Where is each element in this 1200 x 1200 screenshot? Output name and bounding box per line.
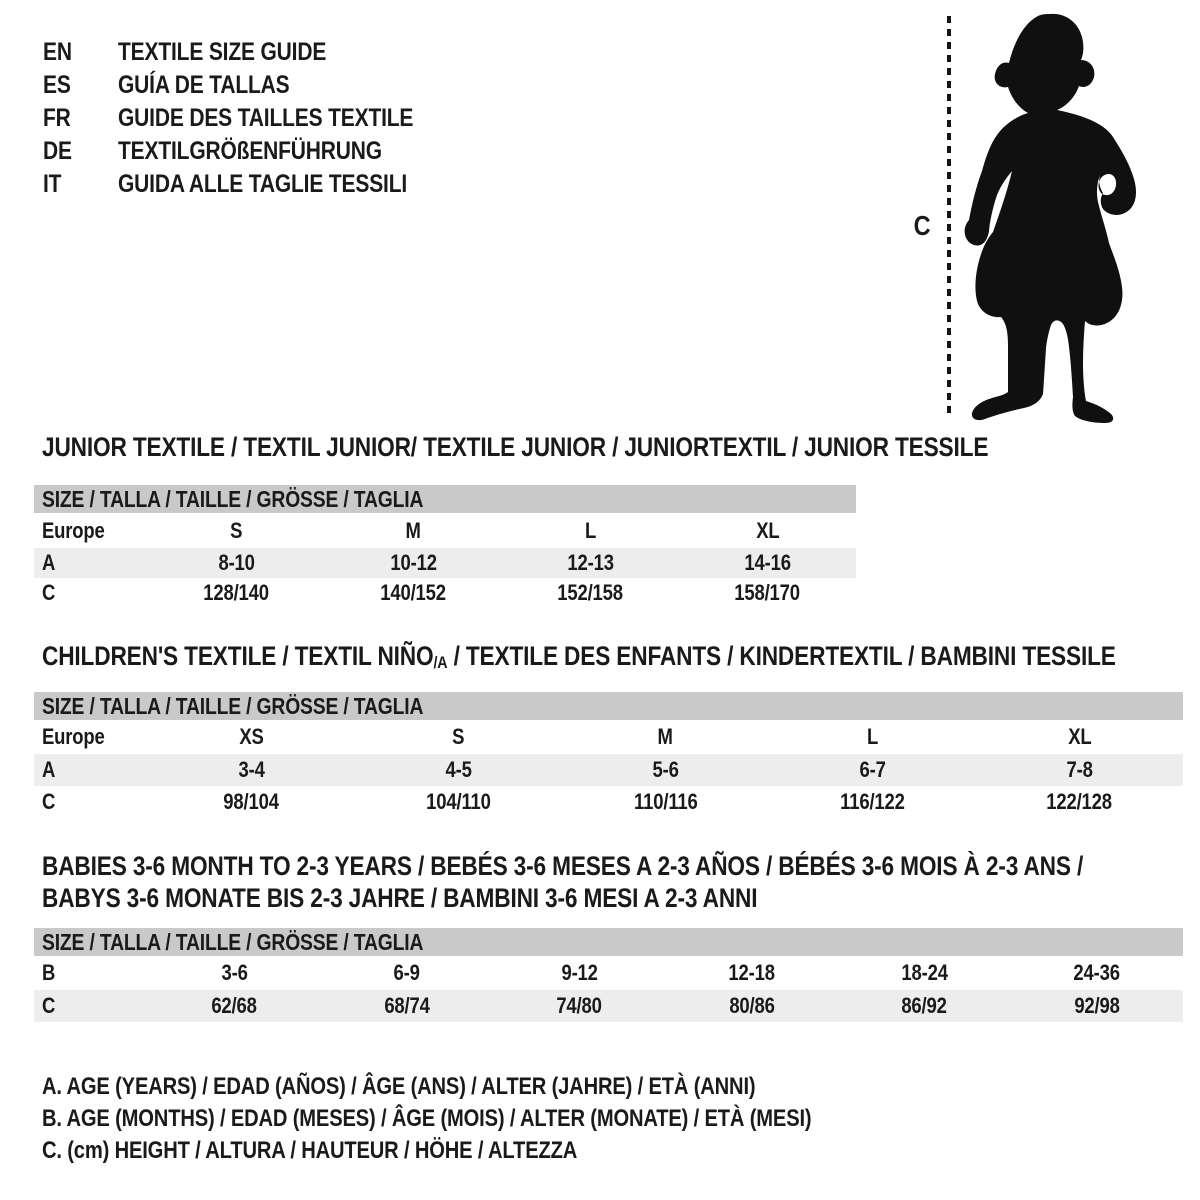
row-label-cell: C: [42, 580, 56, 605]
table-cell: 4-5: [445, 757, 472, 782]
junior-section-heading: JUNIOR TEXTILE / TEXTIL JUNIOR/ TEXTILE JUNIOR / JUNIORTEXTIL / JUNIOR TESSILE: [42, 432, 989, 462]
table-header-bar: SIZE / TALLA / TAILLE / GRÖSSE / TAGLIA: [34, 928, 1183, 956]
legend-line-c: C. (cm) HEIGHT / ALTURA / HAUTEUR / HÖHE / ALTEZZA: [42, 1137, 578, 1164]
table-row-c: [34, 578, 856, 608]
row-label-cell: B: [42, 960, 56, 985]
table-cell: 24-36: [1073, 960, 1120, 985]
language-code: EN: [43, 38, 72, 66]
row-label-cell: C: [42, 993, 56, 1018]
table-cell: 74/80: [556, 993, 602, 1018]
table-cell: 140/152: [380, 580, 447, 605]
table-cell: 14-16: [744, 550, 791, 575]
table-cell: 3-6: [221, 960, 248, 985]
legend-line-b: B. AGE (MONTHS) / EDAD (MESES) / ÂGE (MOIS) / ALTER (MONATE) / ETÀ (MESI): [42, 1105, 812, 1132]
table-cell: XL: [1067, 724, 1092, 749]
table-row-c: [34, 786, 1183, 818]
language-row-it: [43, 168, 470, 201]
table-header-bar: SIZE / TALLA / TAILLE / GRÖSSE / TAGLIA: [34, 485, 856, 513]
table-cell: XS: [239, 724, 264, 749]
language-row-en: [43, 36, 470, 69]
table-cell: 110/116: [633, 789, 698, 814]
table-cell: 3-4: [238, 757, 265, 782]
table-cell: 98/104: [223, 789, 280, 814]
table-cell: 6-7: [859, 757, 886, 782]
babies-size-table: [34, 928, 1183, 1022]
language-list: [43, 36, 470, 201]
language-title: GUÍA DE TALLAS: [118, 71, 290, 99]
legend: [42, 1071, 958, 1167]
table-cell: 152/158: [557, 580, 624, 605]
language-row-es: [43, 69, 470, 102]
table-cell: 9-12: [561, 960, 598, 985]
language-title: GUIDA ALLE TAGLIE TESSILI: [118, 170, 408, 198]
table-cell: 86/92: [901, 993, 947, 1018]
heading-subscript: /A: [433, 653, 448, 672]
table-cell: 12-13: [567, 550, 614, 575]
children-section-heading: CHILDREN'S TEXTILE / TEXTIL NIÑO/A / TEXTILE DES ENFANTS / KINDERTEXTIL / BAMBINI TESSILE: [42, 641, 1116, 672]
toddler-silhouette-icon: [951, 4, 1161, 424]
row-label-cell: Europe: [42, 517, 105, 543]
table-cell: 5-6: [652, 757, 679, 782]
table-cell: 104/110: [426, 789, 491, 814]
row-label-cell: Europe: [42, 724, 105, 749]
table-cell: 18-24: [901, 960, 948, 985]
row-label-cell: A: [42, 550, 56, 575]
table-cell: XL: [755, 517, 780, 543]
language-row-fr: [43, 102, 470, 135]
table-cell: 116/122: [840, 789, 905, 814]
table-cell: L: [866, 724, 879, 749]
table-row-a: [34, 548, 856, 578]
children-size-table: [34, 692, 1183, 818]
table-cell: 92/98: [1074, 993, 1120, 1018]
language-code: IT: [43, 170, 62, 198]
table-row-c: [34, 990, 1183, 1022]
table-cell: 10-12: [390, 550, 437, 575]
language-title: TEXTILE SIZE GUIDE: [118, 38, 327, 66]
table-cell: 122/128: [1046, 789, 1113, 814]
language-code: DE: [43, 137, 72, 165]
language-code: FR: [43, 104, 71, 132]
height-measure-label: C: [913, 210, 931, 241]
table-cell: 8-10: [218, 550, 255, 575]
row-label-cell: A: [42, 757, 56, 782]
table-cell: M: [405, 517, 422, 543]
table-header-bar: SIZE / TALLA / TAILLE / GRÖSSE / TAGLIA: [34, 692, 1183, 720]
language-title: GUIDE DES TAILLES TEXTILE: [118, 104, 414, 132]
table-cell: 80/86: [729, 993, 775, 1018]
babies-section-heading: BABIES 3-6 MONTH TO 2-3 YEARS / BEBÉS 3-6 MESES A 2-3 AÑOS / BÉBÉS 3-6 MOIS À 2-3 ANS / BABYS 3-6 MONATE BIS 2-3 JAHRE / BAMBINI 3-6 MESI A 2-3 ANNI: [42, 851, 1084, 913]
legend-line-a: A. AGE (YEARS) / EDAD (AÑOS) / ÂGE (ANS) / ALTER (JAHRE) / ETÀ (ANNI): [42, 1073, 756, 1100]
table-cell: S: [230, 517, 243, 543]
table-cell: 6-9: [393, 960, 420, 985]
table-cell: S: [452, 724, 465, 749]
table-cell: 158/170: [734, 580, 801, 605]
row-label-cell: C: [42, 789, 56, 814]
table-cell: 128/140: [203, 580, 270, 605]
table-cell: M: [657, 724, 674, 749]
table-cell: 62/68: [211, 993, 257, 1018]
table-row-b: [34, 956, 1183, 990]
table-cell: 7-8: [1066, 757, 1093, 782]
table-row-a: [34, 754, 1183, 786]
table-cell: 68/74: [384, 993, 430, 1018]
table-row-europe: [34, 513, 856, 548]
language-title: TEXTILGRÖßENFÜHRUNG: [118, 137, 382, 165]
language-code: ES: [43, 71, 71, 99]
table-row-europe: [34, 720, 1183, 754]
junior-size-table: [34, 485, 856, 608]
table-cell: 12-18: [728, 960, 775, 985]
language-row-de: [43, 135, 470, 168]
table-cell: L: [584, 517, 597, 543]
